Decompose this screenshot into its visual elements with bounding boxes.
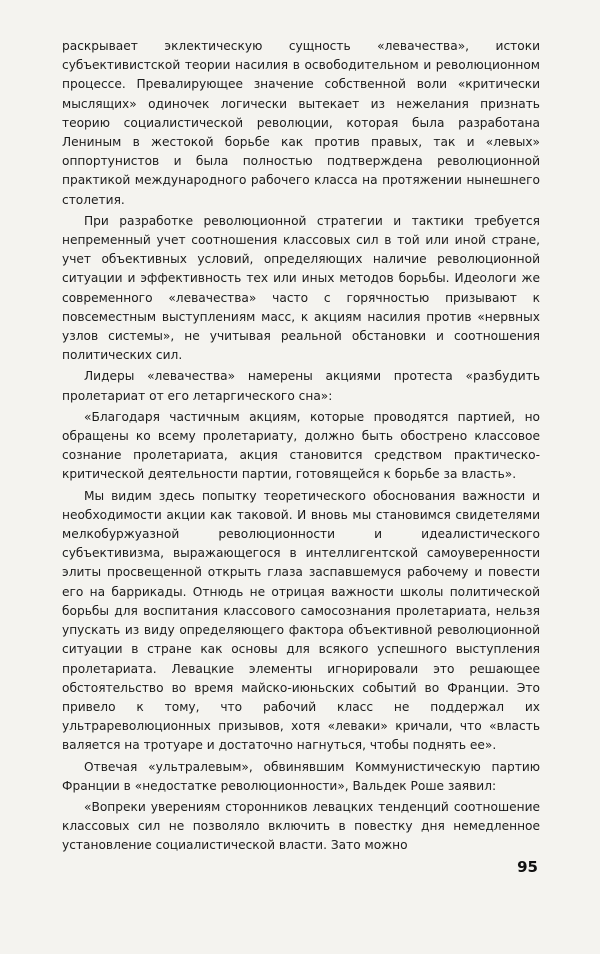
paragraph-3: Лидеры «левачества» намерены акциями протеста «разбудить пролетариат от его летаргического сна»:	[62, 369, 540, 403]
paragraph-5: Отвечая «ультралевым», обвинявшим Коммунистическую партию Франции в «недостатке революционности», Вальдек Роше заявил:	[62, 759, 540, 793]
paragraph-2: При разработке революционной стратегии и тактики требуется непременный учет соотношения классовых сил в той или иной стране, учет объективных условий, определяющих наличие революционной ситуации и эффективность тех или иных методов борьбы. Идеологи же современного «левачества» часто с горячностью призывают к повсеместным выступлениям масс, к акциям насилия против «нервных узлов системы», не учитывая реальной обстановки и соотношения политических сил.	[62, 213, 540, 363]
paragraph-1: раскрывает эклектическую сущность «левачества», истоки субъективистской теории насилия в освободительном и революционном процессе. Превалирующее значение собственной воли «критически мыслящих» одиночек логически вытекает из нежелания признать теорию социалистической революции, которая была разработана Лениным в жестокой борьбе как против правых, так и «левых» оппортунистов и была полностью подтверждена революционной практикой международного рабочего класса на протяжении нынешнего столетия.	[62, 39, 540, 207]
paragraph-4: Мы видим здесь попытку теоретического обоснования важности и необходимости акции как таковой. И вновь мы становимся свидетелями мелкобуржуазной революционности и идеалистического субъективизма, выражающегося в интеллигентской самоуверенности элиты просвещенной открыть глаза заспавшемуся рабочему и повести его на баррикады. Отнюдь не отрицая важности школы политической борьбы для воспитания классового самосознания пролетариата, нельзя упускать из виду определяющего фактора объективной революционной ситуации в стране как основы для всякого успешного выступления пролетариата. Левацкие элементы игнорировали это решающее обстоятельство во время майско-июньских событий во Франции. Это привело к тому, что рабочий класс не поддержал их ультрареволюционных призывов, хотя «леваки» кричали, что «власть валяется на тротуаре и достаточно нагнуться, чтобы поднять ее».	[62, 488, 540, 753]
page-number: 95	[517, 858, 538, 876]
quote-2: «Вопреки уверениям сторонников левацких тенденций соотношение классовых сил не позволяло включить в повестку дня немедленное установление социалистической власти. Зато можно	[62, 799, 540, 853]
quote-1: «Благодаря частичным акциям, которые проводятся партией, но обращены ко всему пролетариату, должно быть обострено классовое сознание пролетариата, акция становится средством практическо-критической деятельности партии, готовящейся к борьбе за власть».	[62, 409, 540, 482]
